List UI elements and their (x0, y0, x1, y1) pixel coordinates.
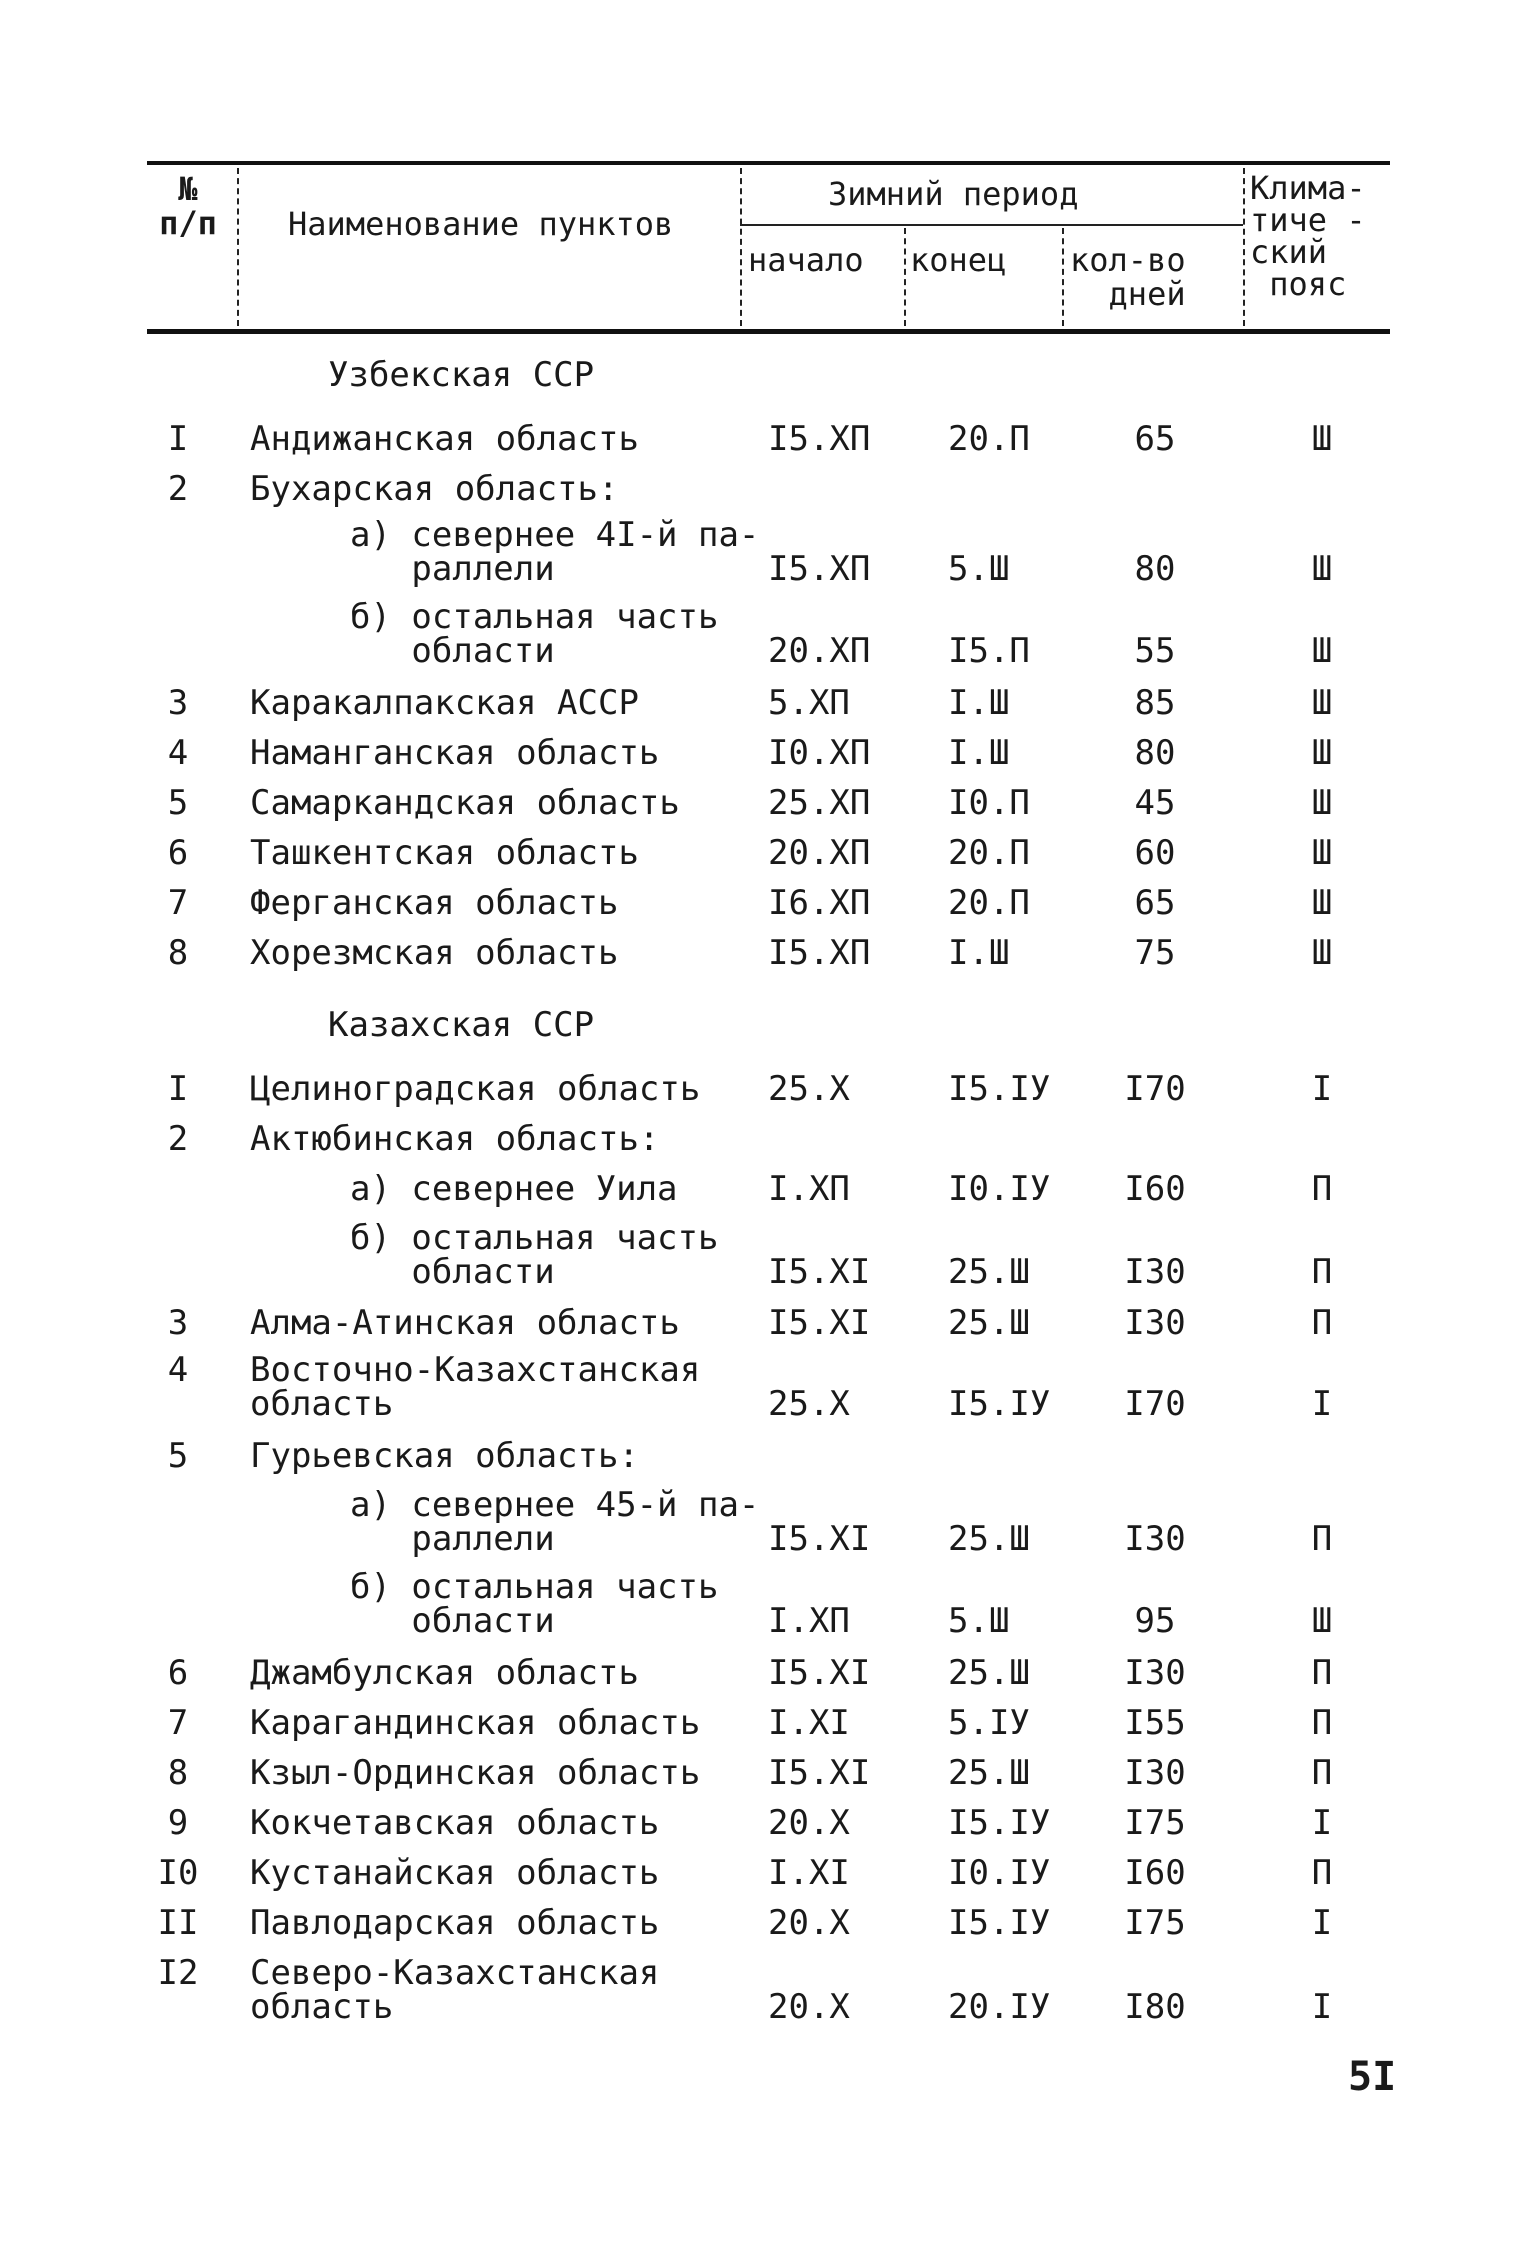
winter-end: 25.Ш (948, 1653, 1030, 1693)
location-name: Целиноградская область (250, 1069, 701, 1109)
header-divider (740, 168, 742, 326)
winter-start: 25.XП (768, 783, 871, 823)
location-name: Павлодарская область (250, 1903, 660, 1943)
row-number: 2 (167, 1119, 189, 1159)
winter-end: I5.IУ (948, 1384, 1051, 1424)
winter-end: 20.IУ (948, 1987, 1051, 2027)
climate-zone: I (1311, 1069, 1333, 1109)
header-divider (904, 228, 906, 326)
location-name: Хорезмская область (250, 933, 619, 973)
header-divider (1243, 168, 1245, 326)
winter-start: I.XI (768, 1853, 850, 1893)
climate-zone: I (1311, 1903, 1333, 1943)
location-name: Самаркандская область (250, 783, 680, 823)
winter-start: 25.X (768, 1069, 850, 1109)
days-count: 65 (1134, 883, 1176, 923)
climate-zone: Ш (1311, 833, 1333, 873)
winter-start: I5.XI (768, 1252, 871, 1292)
days-count: 55 (1134, 631, 1176, 671)
location-name: Наманганская область (250, 733, 660, 773)
winter-start: 20.XП (768, 631, 871, 671)
winter-end: 20.П (948, 419, 1030, 459)
location-name: Джамбулская область (250, 1653, 639, 1693)
climate-zone: I (1311, 1803, 1333, 1843)
row-number: 5 (167, 1436, 189, 1476)
winter-start: I0.XП (768, 733, 871, 773)
location-name: Алма-Атинская область (250, 1303, 680, 1343)
location-name: а) севернее 45-й па- раллели (350, 1485, 760, 1559)
location-name: Гурьевская область: (250, 1436, 639, 1476)
location-name: Бухарская область: (250, 469, 619, 509)
winter-start: I5.XI (768, 1753, 871, 1793)
row-number: 7 (167, 883, 189, 923)
climate-zone: Ш (1311, 733, 1333, 773)
climate-zone: Ш (1311, 631, 1333, 671)
location-name: а) севернее 4I-й па- раллели (350, 515, 760, 589)
location-name: Карагандинская область (250, 1703, 701, 1743)
winter-start: I5.XI (768, 1519, 871, 1559)
climate-zone: Ш (1311, 883, 1333, 923)
row-number: 7 (167, 1703, 189, 1743)
row-number: 9 (167, 1803, 189, 1843)
winter-end: I.Ш (948, 933, 1010, 973)
climate-zone: П (1311, 1753, 1333, 1793)
winter-end: 25.Ш (948, 1303, 1030, 1343)
winter-end: I.Ш (948, 733, 1010, 773)
location-name: Кзыл-Ординская область (250, 1753, 701, 1793)
location-name: б) остальная часть области (350, 1567, 719, 1641)
climate-zone: Ш (1311, 783, 1333, 823)
winter-start: I5.XI (768, 1303, 871, 1343)
row-number: 3 (167, 1303, 189, 1343)
section-title: Узбекская ССР (328, 355, 595, 395)
days-count: I80 (1124, 1987, 1186, 2027)
location-name: б) остальная часть области (350, 1218, 719, 1292)
header-start: начало (748, 241, 864, 279)
header-days: кол-во дней (1070, 241, 1186, 313)
climate-zone: I (1311, 1987, 1333, 2027)
days-count: 45 (1134, 783, 1176, 823)
winter-period-underline (740, 224, 1243, 226)
location-name: б) остальная часть области (350, 597, 719, 671)
winter-end: 25.Ш (948, 1252, 1030, 1292)
days-count: 60 (1134, 833, 1176, 873)
header-number: № п/п (159, 170, 217, 242)
row-number: 5 (167, 783, 189, 823)
winter-start: I5.XП (768, 549, 871, 589)
row-number: 4 (167, 1350, 189, 1390)
days-count: I30 (1124, 1252, 1186, 1292)
page-number: 5I (1348, 2054, 1397, 2100)
winter-end: I5.П (948, 631, 1030, 671)
days-count: 80 (1134, 549, 1176, 589)
days-count: 65 (1134, 419, 1176, 459)
winter-end: 25.Ш (948, 1753, 1030, 1793)
location-name: Кокчетавская область (250, 1803, 660, 1843)
climate-zone: Ш (1311, 419, 1333, 459)
table-header-rule (147, 329, 1390, 334)
row-number: I2 (157, 1953, 199, 1993)
days-count: I30 (1124, 1519, 1186, 1559)
header-divider (237, 168, 239, 326)
days-count: I30 (1124, 1753, 1186, 1793)
header-divider (1062, 228, 1064, 326)
row-number: 4 (167, 733, 189, 773)
climate-zone: Ш (1311, 1601, 1333, 1641)
winter-start: 5.XП (768, 683, 850, 723)
header-climate-zone: Клима- тиче - ский пояс (1250, 169, 1366, 303)
row-number: 8 (167, 933, 189, 973)
location-name: Андижанская область (250, 419, 639, 459)
location-name: Ташкентская область (250, 833, 639, 873)
row-number: I0 (157, 1853, 199, 1893)
days-count: I60 (1124, 1169, 1186, 1209)
winter-end: 5.Ш (948, 1601, 1010, 1641)
winter-end: 20.П (948, 883, 1030, 923)
days-count: I60 (1124, 1853, 1186, 1893)
days-count: 80 (1134, 733, 1176, 773)
days-count: 75 (1134, 933, 1176, 973)
climate-zone: П (1311, 1853, 1333, 1893)
days-count: I30 (1124, 1653, 1186, 1693)
winter-start: I5.XП (768, 933, 871, 973)
climate-zone: П (1311, 1252, 1333, 1292)
winter-start: 20.X (768, 1987, 850, 2027)
climate-zone: П (1311, 1653, 1333, 1693)
winter-start: 20.X (768, 1803, 850, 1843)
winter-start: I.XП (768, 1169, 850, 1209)
row-number: II (157, 1903, 199, 1943)
climate-zone: Ш (1311, 933, 1333, 973)
winter-end: I0.IУ (948, 1853, 1051, 1893)
days-count: 95 (1134, 1601, 1176, 1641)
winter-end: I0.IУ (948, 1169, 1051, 1209)
winter-start: 20.X (768, 1903, 850, 1943)
row-number: 2 (167, 469, 189, 509)
row-number: I (167, 419, 189, 459)
winter-start: I.XI (768, 1703, 850, 1743)
days-count: I70 (1124, 1384, 1186, 1424)
table-top-rule (147, 161, 1390, 165)
winter-end: I5.IУ (948, 1903, 1051, 1943)
location-name: Кустанайская область (250, 1853, 660, 1893)
winter-start: I5.XI (768, 1653, 871, 1693)
winter-end: I5.IУ (948, 1803, 1051, 1843)
location-name: Северо-Казахстанская область (250, 1953, 660, 2027)
days-count: I75 (1124, 1903, 1186, 1943)
row-number: 3 (167, 683, 189, 723)
days-count: I55 (1124, 1703, 1186, 1743)
row-number: 6 (167, 833, 189, 873)
header-name: Наименование пунктов (288, 205, 674, 243)
days-count: 85 (1134, 683, 1176, 723)
climate-zone: П (1311, 1703, 1333, 1743)
winter-end: 5.IУ (948, 1703, 1030, 1743)
location-name: Ферганская область (250, 883, 619, 923)
winter-start: 25.X (768, 1384, 850, 1424)
location-name: Каракалпакская АССР (250, 683, 639, 723)
header-end: конец (910, 241, 1007, 279)
location-name: Актюбинская область: (250, 1119, 660, 1159)
winter-start: I.XП (768, 1601, 850, 1641)
location-name: а) севернее Уила (350, 1169, 678, 1209)
winter-end: I5.IУ (948, 1069, 1051, 1109)
row-number: 6 (167, 1653, 189, 1693)
winter-end: 20.П (948, 833, 1030, 873)
winter-end: 25.Ш (948, 1519, 1030, 1559)
days-count: I70 (1124, 1069, 1186, 1109)
days-count: I75 (1124, 1803, 1186, 1843)
days-count: I30 (1124, 1303, 1186, 1343)
climate-zone: П (1311, 1519, 1333, 1559)
location-name: Восточно-Казахстанская область (250, 1350, 701, 1424)
row-number: I (167, 1069, 189, 1109)
climate-zone: П (1311, 1169, 1333, 1209)
climate-zone: П (1311, 1303, 1333, 1343)
winter-start: I6.XП (768, 883, 871, 923)
winter-end: I.Ш (948, 683, 1010, 723)
winter-start: I5.XП (768, 419, 871, 459)
climate-zone: Ш (1311, 683, 1333, 723)
climate-zone: I (1311, 1384, 1333, 1424)
climate-zone: Ш (1311, 549, 1333, 589)
winter-end: I0.П (948, 783, 1030, 823)
header-winter-period: Зимний период (828, 175, 1079, 213)
winter-end: 5.Ш (948, 549, 1010, 589)
row-number: 8 (167, 1753, 189, 1793)
section-title: Казахская ССР (328, 1005, 595, 1045)
winter-start: 20.XП (768, 833, 871, 873)
